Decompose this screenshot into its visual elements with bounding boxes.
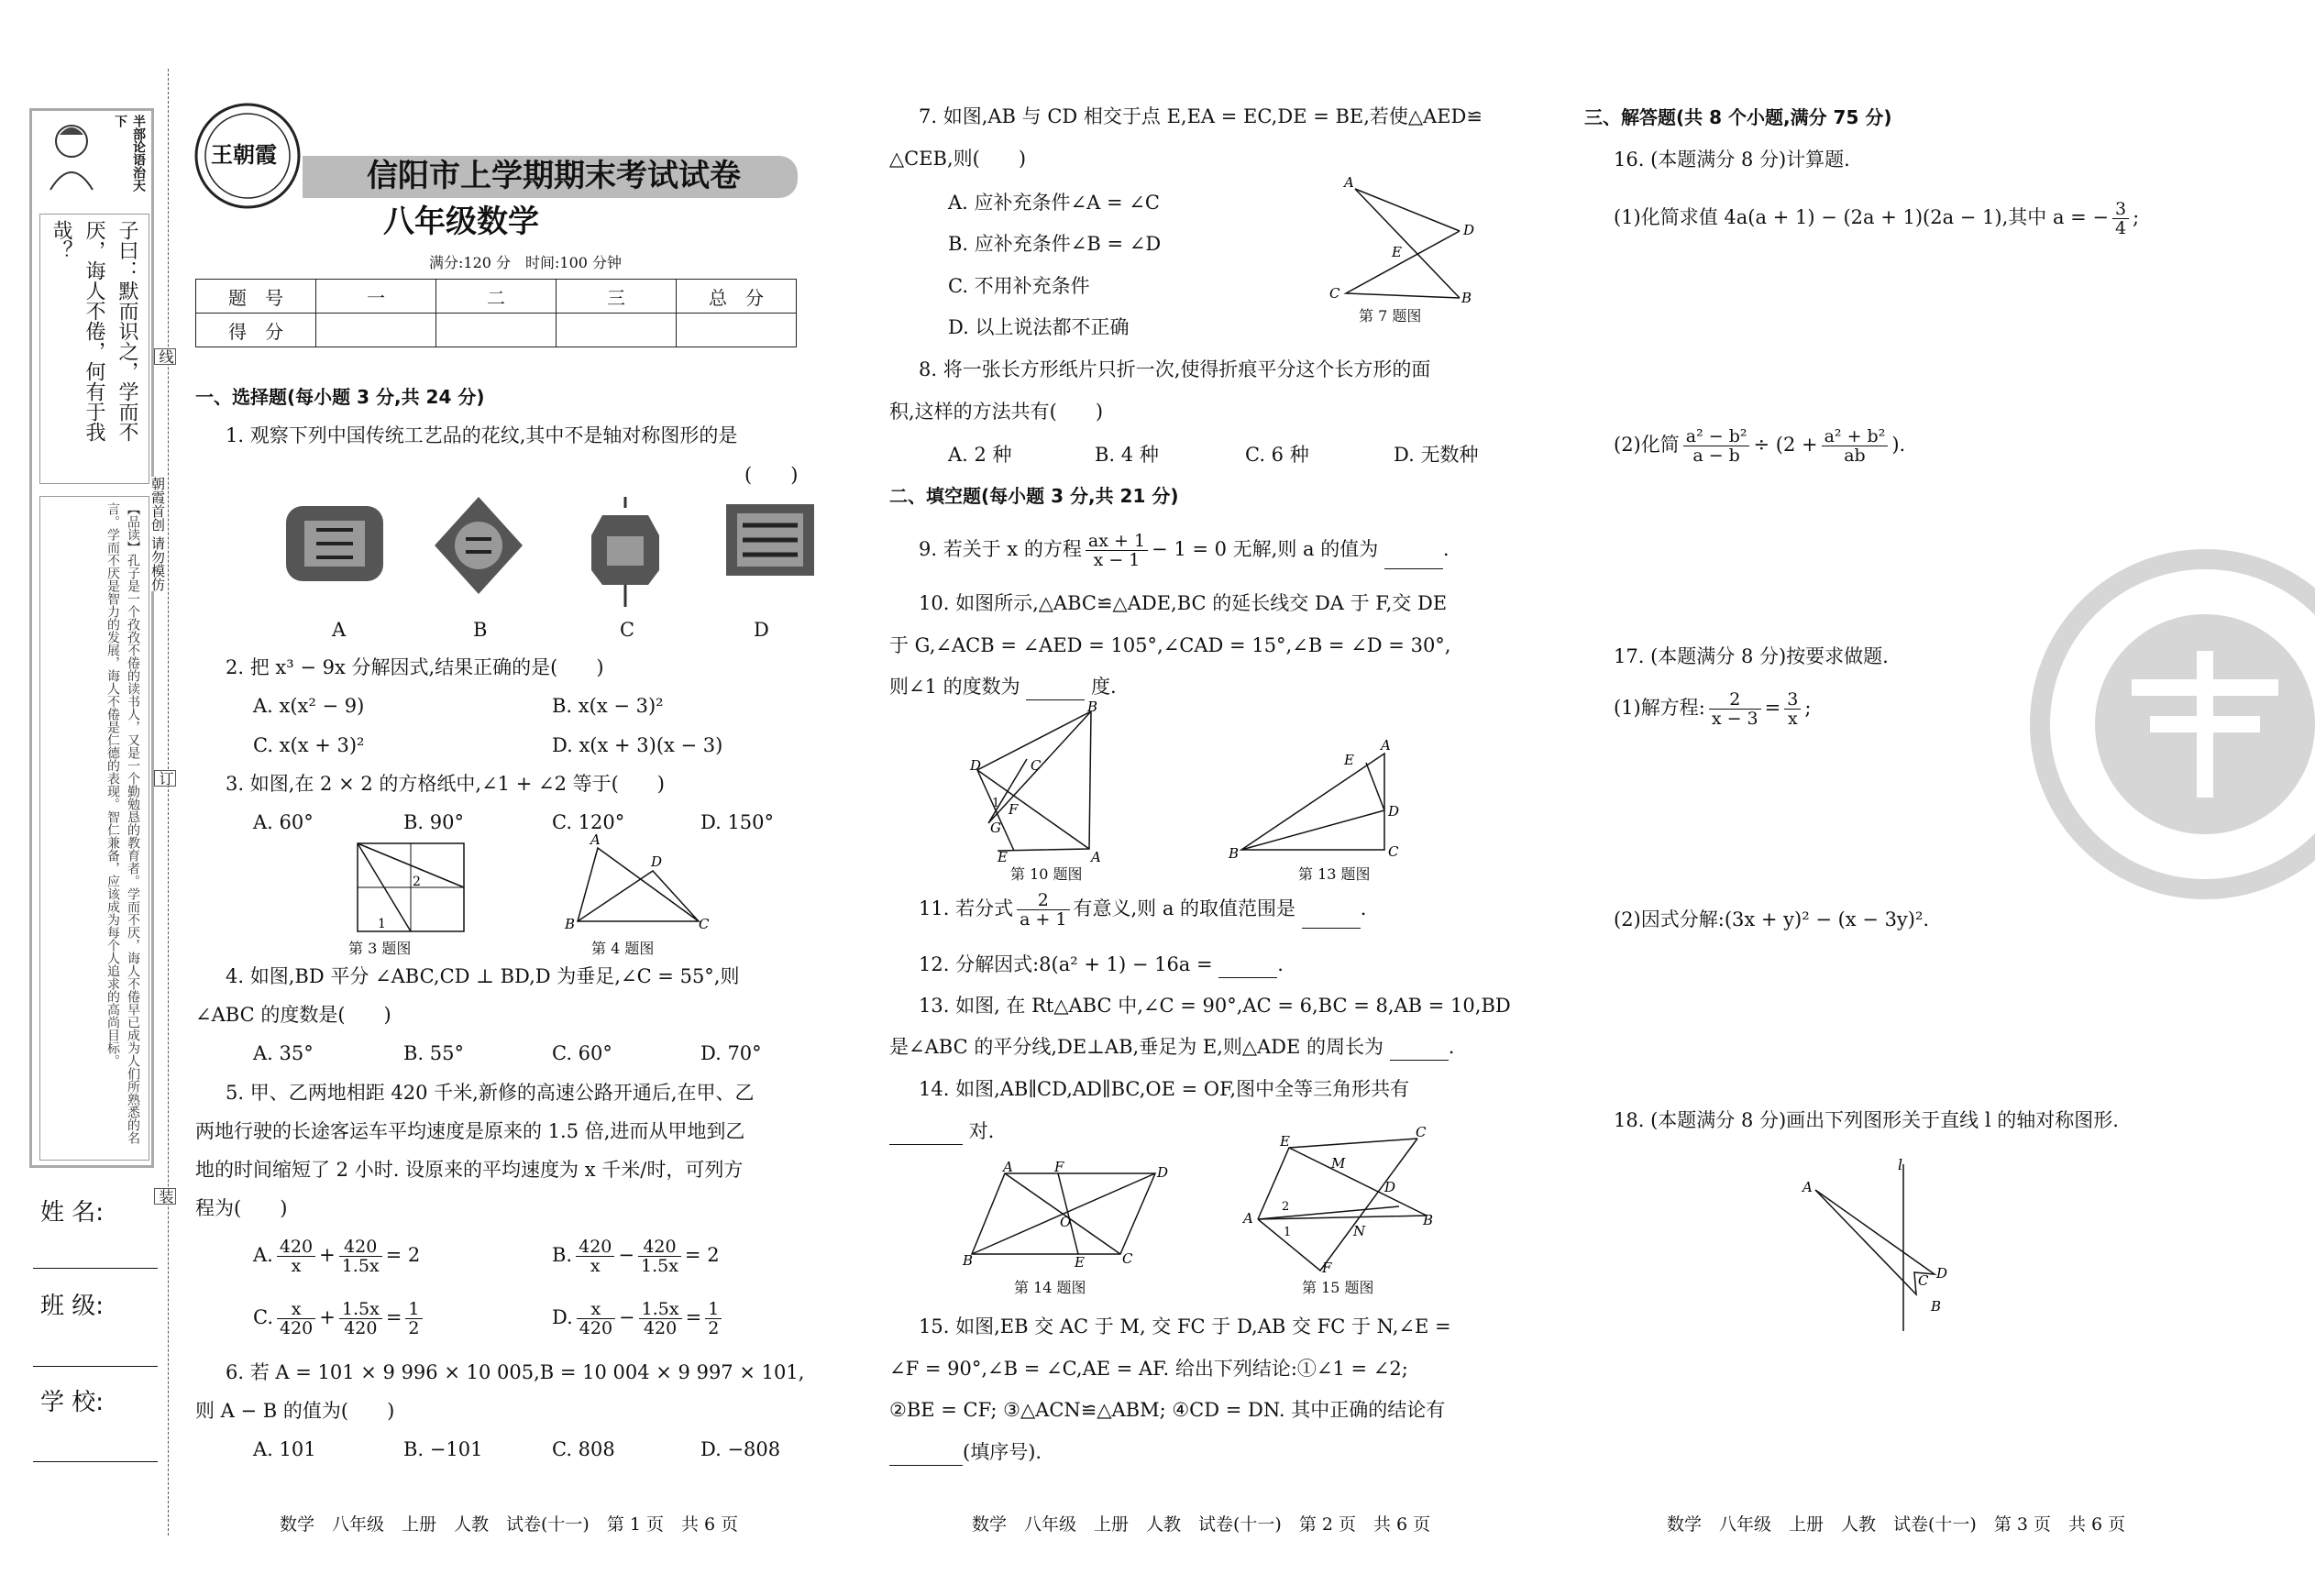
q17-den2: x — [1787, 709, 1798, 729]
pattern-label-d: D — [754, 619, 769, 641]
svg-text:B: B — [1423, 1212, 1434, 1228]
svg-text:D: D — [1384, 1179, 1396, 1195]
svg-text:F: F — [1009, 801, 1019, 818]
q6-line1: 6. 若 A = 101 × 9 996 × 10 005,B = 10 004 × 9 997 × 101, — [226, 1361, 805, 1383]
score-cell[interactable] — [557, 314, 677, 347]
binding-mark-seal: 装 — [154, 1188, 176, 1205]
svg-text:A: A — [1091, 849, 1101, 865]
q12-answer-blank[interactable] — [1218, 959, 1277, 978]
figure-q18 — [1797, 1157, 1962, 1331]
svg-text:C: C — [1918, 1272, 1929, 1289]
svg-text:D: D — [970, 757, 982, 774]
brand-name: 王朝霞 — [211, 141, 277, 168]
q5-line2: 两地行驶的长途客运车平均速度是原来的 1.5 倍,进而从甲地到乙 — [195, 1120, 745, 1142]
svg-text:B: B — [1087, 699, 1098, 715]
svg-text:D: D — [1157, 1164, 1169, 1181]
q11-answer-blank[interactable] — [1302, 909, 1361, 929]
class-field[interactable] — [33, 1366, 158, 1367]
svg-text:A: A — [590, 831, 601, 848]
svg-text:C: C — [1122, 1250, 1133, 1267]
q15-line2: ∠F = 90°,∠B = ∠C,AE = AF. 给出下列结论:①∠1 = ∠2; — [889, 1358, 1408, 1380]
q16-p2-num2: a² + b² — [1822, 427, 1889, 446]
svg-text:A: A — [1344, 174, 1354, 191]
svg-text:D: D — [651, 853, 663, 870]
binding-mark-line: 线 — [154, 348, 176, 365]
q17-den1: x − 3 — [1711, 709, 1758, 729]
q13-caption: 第 13 题图 — [1298, 865, 1371, 883]
q10-line3 — [889, 673, 1117, 700]
q5-line1: 5. 甲、乙两地相距 420 千米,新修的高速公路开通后,在甲、乙 — [226, 1082, 755, 1104]
score-head-0: 题 号 — [196, 280, 316, 314]
q5-option-c: C. $\frac{x}{420}$ + $\frac{1.5x}{420}$ = $\frac{1}{2}$ — [253, 1300, 426, 1337]
q17-num1: 2 — [1709, 690, 1761, 710]
confucius-avatar — [39, 118, 104, 192]
q4-line2: ∠ABC 的度数是( ) — [195, 1004, 391, 1026]
q6-line2: 则 A − B 的值为( ) — [195, 1400, 395, 1422]
school-label: 学 校: — [40, 1389, 105, 1416]
q5-option-d: D. $\frac{x}{420}$ − $\frac{1.5x}{420}$ = $\frac{1}{2}$ — [552, 1300, 725, 1337]
score-head-4: 总 分 — [677, 280, 797, 314]
seal-watermark — [2022, 550, 2315, 898]
sidebar-panel — [29, 108, 154, 1168]
svg-text:G: G — [990, 820, 1001, 836]
q7-option-b: B. 应补充条件∠B = ∠D — [948, 233, 1162, 255]
q9: 9. 若关于 x 的方程 $\frac{ax + 1}{x - 1}$ − 1 = 0 无解,则 a 的值为 . — [919, 531, 1450, 570]
q8-option-c: C. 6 种 — [1245, 444, 1309, 466]
class-label: 班 级: — [40, 1293, 105, 1320]
q9-post: − 1 = 0 无解,则 a 的值为 — [1152, 538, 1379, 560]
q15-line4 — [889, 1438, 1042, 1466]
q8-option-a: A. 2 种 — [948, 444, 1012, 466]
q11-num: 2 — [1017, 891, 1069, 910]
svg-text:C: C — [1031, 757, 1042, 774]
q16-p2-num: a² − b² — [1683, 427, 1750, 446]
svg-text:B: B — [963, 1252, 974, 1269]
q14-caption: 第 14 题图 — [1014, 1279, 1086, 1296]
svg-text:O: O — [1060, 1214, 1072, 1230]
school-field[interactable] — [33, 1461, 158, 1462]
q11: 11. 若分式 $\frac{2}{a + 1}$ 有意义,则 a 的取值范围是 . — [919, 890, 1367, 930]
exam-title: 信阳市上学期期末考试试卷 — [367, 158, 741, 194]
svg-text:A: A — [1003, 1159, 1013, 1175]
svg-text:E: E — [998, 849, 1008, 865]
q17-num2: 3 — [1784, 690, 1801, 710]
svg-text:C: C — [1416, 1124, 1427, 1140]
svg-text:D: D — [1388, 803, 1400, 820]
q14-line1: 14. 如图,AB∥CD,AD∥BC,OE = OF,图中全等三角形共有 — [919, 1078, 1410, 1100]
svg-text:A: A — [1243, 1210, 1253, 1227]
q2-option-c: C. x(x + 3)² — [253, 734, 365, 756]
q16-p2-den: a − b — [1692, 446, 1740, 466]
svg-text:2: 2 — [413, 875, 421, 889]
score-table — [195, 279, 797, 347]
svg-text:A: A — [1381, 737, 1391, 754]
q16-part2: (2)化简 $\frac{\text{a² − b²}}{a - b}$ ÷ (2 + $\frac{\text{a² + b²}}{ab}$ ). — [1614, 426, 1906, 466]
q5-option-b: B. $\frac{420}{x}$ − $\frac{420}{1.5x}$ = 2 — [552, 1237, 720, 1276]
brand-logo — [193, 101, 303, 211]
q4-option-d: D. 70° — [700, 1042, 762, 1064]
svg-text:E: E — [1392, 244, 1402, 260]
q5-option-a: A. $\frac{420}{x}$ + $\frac{420}{1.5x}$ = 2 — [253, 1237, 421, 1276]
q16-part1: (1)化简求值 4a(a + 1) − (2a + 1)(2a − 1),其中 a = − $\frac{3}{4}$ ; — [1614, 199, 2140, 238]
pattern-a — [284, 502, 385, 585]
q3-option-d: D. 150° — [700, 811, 775, 833]
q18-stem: 18. (本题满分 8 分)画出下列图形关于直线 l 的轴对称图形. — [1614, 1109, 2119, 1131]
q8-line2: 积,这样的方法共有( ) — [889, 401, 1104, 423]
q16-part1-text: (1)化简求值 4a(a + 1) − (2a + 1)(2a − 1),其中 a = − — [1614, 206, 2110, 228]
figure-q10 — [970, 699, 1117, 865]
exam-meta: 满分:120 分 时间:100 分钟 — [429, 254, 623, 271]
score-head-2: 二 — [436, 280, 557, 314]
q14-line2-text: 对. — [968, 1120, 995, 1142]
q4-caption: 第 4 题图 — [591, 940, 655, 957]
pattern-label-a: A — [332, 619, 347, 641]
q11-den: a + 1 — [1020, 909, 1067, 930]
q8-option-b: B. 4 种 — [1095, 444, 1159, 466]
q4-line1: 4. 如图,BD 平分 ∠ABC,CD ⊥ BD,D 为垂足,∠C = 55°,则 — [226, 965, 740, 987]
q17-part2: (2)因式分解:(3x + y)² − (x − 3y)². — [1614, 908, 1930, 930]
svg-text:1: 1 — [378, 917, 386, 931]
svg-text:2: 2 — [1282, 1200, 1290, 1214]
q15-caption: 第 15 题图 — [1302, 1279, 1374, 1296]
q11-post: 有意义,则 a 的取值范围是 — [1073, 897, 1296, 919]
q2-option-b: B. x(x − 3)² — [552, 695, 664, 717]
q9-answer-blank[interactable] — [1384, 550, 1443, 569]
q16-p2-mid: ÷ (2 + — [1753, 434, 1818, 456]
figure-q4 — [561, 830, 708, 930]
q6-option-a: A. 101 — [253, 1438, 316, 1460]
q13-line2: 是∠ABC 的平分线,DE⊥AB,垂足为 E,则△ADE 的周长为 . — [889, 1033, 1454, 1061]
q2-stem: 2. 把 x³ − 9x 分解因式,结果正确的是( ) — [226, 656, 604, 678]
score-head-1: 一 — [316, 280, 436, 314]
svg-text:1: 1 — [1284, 1226, 1292, 1239]
svg-text:B: B — [565, 916, 576, 932]
svg-text:C: C — [699, 916, 710, 932]
figure-q13 — [1229, 735, 1412, 864]
score-cell[interactable] — [316, 314, 436, 347]
binding-mark-order: 订 — [154, 770, 176, 787]
footer-page-2: 数学 八年级 上册 人教 试卷(十一) 第 2 页 共 6 页 — [972, 1514, 1431, 1535]
name-label: 姓 名: — [40, 1199, 105, 1227]
section-one: 一、选择题(每小题 3 分,共 24 分) — [195, 386, 485, 408]
q4-option-b: B. 55° — [403, 1042, 465, 1064]
q15-answer-blank[interactable] — [889, 1447, 963, 1466]
q15-line4-text: (填序号). — [963, 1441, 1042, 1463]
q4-option-c: C. 60° — [552, 1042, 612, 1064]
svg-text:E: E — [1280, 1133, 1290, 1150]
q3-caption: 第 3 题图 — [348, 940, 412, 957]
q13-line2-text: 是∠ABC 的平分线,DE⊥AB,垂足为 E,则△ADE 的周长为 — [889, 1036, 1384, 1058]
q13-answer-blank[interactable] — [1390, 1041, 1449, 1061]
q7-line1: 7. 如图,AB 与 CD 相交于点 E,EA = EC,DE = BE,若使△AED≌ — [919, 105, 1483, 127]
q16-p2-den2: ab — [1844, 446, 1866, 466]
q6-option-b: B. −101 — [403, 1438, 483, 1460]
q7-option-a: A. 应补充条件∠A = ∠C — [948, 192, 1160, 214]
q14-answer-blank[interactable] — [889, 1126, 963, 1145]
svg-text:C: C — [1329, 285, 1340, 302]
q7-option-d: D. 以上说法都不正确 — [948, 316, 1130, 338]
pattern-d — [724, 502, 816, 578]
q3-stem: 3. 如图,在 2 × 2 的方格纸中,∠1 + ∠2 等于( ) — [226, 773, 665, 795]
q10-line1: 10. 如图所示,△ABC≌△ADE,BC 的延长线交 DA 于 F,交 DE — [919, 592, 1448, 614]
q6-option-d: D. −808 — [700, 1438, 781, 1460]
svg-text:M: M — [1331, 1155, 1346, 1172]
q9-num: ax + 1 — [1086, 532, 1148, 551]
binding-note: 朝霞首创 请勿模仿 — [149, 477, 166, 591]
q10-line2: 于 G,∠ACB = ∠AED = 105°,∠CAD = 15°,∠B = ∠D = 30°, — [889, 634, 1451, 656]
exam-subtitle: 八年级数学 — [383, 204, 539, 240]
q9-den: x − 1 — [1093, 550, 1141, 570]
footer-page-1: 数学 八年级 上册 人教 试卷(十一) 第 1 页 共 6 页 — [280, 1514, 739, 1535]
figure-q3 — [356, 842, 466, 933]
q5-line3: 地的时间缩短了 2 小时. 设原来的平均速度为 x 千米/时，可列方 — [195, 1159, 744, 1181]
svg-text:N: N — [1353, 1223, 1366, 1239]
q17-part1: (1)解方程: $\frac{2}{x - 3}$ = $\frac{3}{x}$ ; — [1614, 689, 1812, 729]
q16-p1-num: 3 — [2112, 200, 2129, 219]
sidebar-reading: 【品读】孔子是一个孜孜不倦的读书人，又是一个勤勉恳的教育者。学而不厌，诲人不倦早已成为人们所熟悉的名言。学而不厌是智力的发展，诲人不倦是仁德的表现。智仁兼备，应该成为每个人追求的高尚目标。 — [39, 496, 149, 1161]
q17-stem: 17. (本题满分 8 分)按要求做题. — [1614, 645, 1889, 667]
q10-line3-text: 则∠1 的度数为 — [889, 676, 1020, 698]
q15-line3: ②BE = CF; ③△ACN≌△ABM; ④CD = DN. 其中正确的结论有 — [889, 1399, 1446, 1421]
q11-pre: 11. 若分式 — [919, 897, 1014, 919]
svg-text:F: F — [1054, 1159, 1064, 1175]
pattern-label-b: B — [473, 619, 488, 641]
svg-text:C: C — [1388, 843, 1399, 860]
q16-stem: 16. (本题满分 8 分)计算题. — [1614, 149, 1850, 171]
figure-q15 — [1243, 1124, 1436, 1276]
score-cell[interactable] — [436, 314, 557, 347]
svg-text:E: E — [1075, 1254, 1085, 1271]
q8-option-d: D. 无数种 — [1394, 444, 1479, 466]
q1-paren: ( ) — [744, 464, 799, 486]
score-row-label: 得 分 — [196, 314, 316, 347]
score-head-3: 三 — [557, 280, 677, 314]
q12: 12. 分解因式:8(a² + 1) − 16a = . — [919, 951, 1284, 978]
binding-line — [168, 69, 169, 1535]
q3-option-a: A. 60° — [253, 811, 314, 833]
svg-text:l: l — [1898, 1156, 1903, 1173]
pattern-b — [433, 495, 524, 596]
q7-option-c: C. 不用补充条件 — [948, 275, 1090, 297]
footer-page-3: 数学 八年级 上册 人教 试卷(十一) 第 3 页 共 6 页 — [1667, 1514, 2126, 1535]
svg-text:B: B — [1229, 845, 1240, 862]
series-label: 半部论语治天下 — [113, 115, 146, 192]
q10-line3-end: 度. — [1091, 676, 1117, 698]
pattern-c — [584, 495, 667, 610]
svg-text:F: F — [1322, 1260, 1332, 1276]
name-field[interactable] — [33, 1268, 158, 1269]
svg-text:B: B — [1931, 1298, 1942, 1315]
section-two: 二、填空题(每小题 3 分,共 21 分) — [889, 485, 1179, 507]
section-three: 三、解答题(共 8 个小题,满分 75 分) — [1584, 106, 1892, 128]
q10-caption: 第 10 题图 — [1010, 865, 1083, 883]
q14-line2 — [889, 1117, 994, 1145]
q5-line4: 程为( ) — [195, 1197, 288, 1219]
svg-text:A: A — [1802, 1179, 1813, 1195]
q10-answer-blank[interactable] — [1026, 681, 1085, 700]
q3-option-c: C. 120° — [552, 811, 625, 833]
q2-option-a: A. x(x² − 9) — [253, 695, 365, 717]
score-cell[interactable] — [677, 314, 797, 347]
figure-q14 — [963, 1159, 1174, 1271]
svg-text:D: D — [1936, 1265, 1948, 1282]
q2-option-d: D. x(x + 3)(x − 3) — [552, 734, 723, 756]
q16-p1-den: 4 — [2115, 218, 2127, 238]
svg-text:1: 1 — [992, 797, 1000, 810]
q9-pre: 9. 若关于 x 的方程 — [919, 538, 1082, 560]
svg-text:D: D — [1463, 222, 1475, 238]
q7-line2: △CEB,则( ) — [889, 148, 1027, 170]
q17-part1-pre: (1)解方程: — [1614, 697, 1705, 719]
q15-line1: 15. 如图,EB 交 AC 于 M, 交 FC 于 D,AB 交 FC 于 N,∠E = — [919, 1315, 1451, 1337]
q3-option-b: B. 90° — [403, 811, 465, 833]
sidebar-quote: 子曰：默而识之，学而不厌，诲人不倦，何有于我哉？ — [39, 214, 149, 484]
q7-caption: 第 7 题图 — [1359, 307, 1422, 325]
q6-option-c: C. 808 — [552, 1438, 615, 1460]
pattern-label-c: C — [620, 619, 635, 641]
figure-q7 — [1320, 174, 1485, 307]
q12-text: 12. 分解因式:8(a² + 1) − 16a = — [919, 953, 1213, 975]
q13-line1: 13. 如图, 在 Rt△ABC 中,∠C = 90°,AC = 6,BC = 8,AB = 10,BD — [919, 995, 1511, 1017]
q4-option-a: A. 35° — [253, 1042, 314, 1064]
q1-stem: 1. 观察下列中国传统工艺品的花纹,其中不是轴对称图形的是 — [226, 424, 738, 446]
svg-text:E: E — [1344, 752, 1354, 768]
q16-part2-pre: (2)化简 — [1614, 434, 1680, 456]
svg-text:B: B — [1461, 290, 1472, 306]
q8-line1: 8. 将一张长方形纸片只折一次,使得折痕平分这个长方形的面 — [919, 358, 1431, 380]
